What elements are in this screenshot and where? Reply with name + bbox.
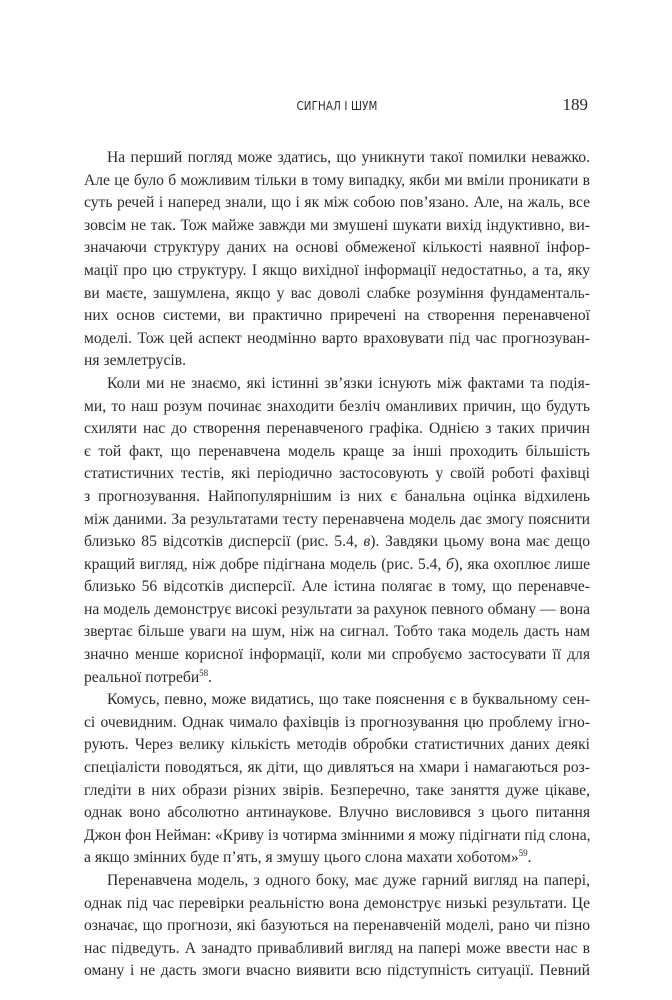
text-line: однак воно абсолютно антинаукове. Влучно висловився з цього питання: [84, 804, 590, 822]
figure-panel-label: б: [445, 555, 454, 573]
text-line: Перенавчена модель, з одного боку, має дуже гарний вигляд на папері,: [107, 872, 590, 889]
text-line: мації про цю структуру. І якщо вихідної інформації недостатньо, а та, яку: [84, 261, 590, 279]
text-line: значаючи структуру даних на основі обмеженої кількості наявної інфор-: [84, 239, 590, 257]
text-line: схиляти нас до створення перенавченого графіка. Однією з таких причин: [84, 420, 590, 438]
body-text: [84, 147, 590, 983]
text-line: зовсім не так. Тож майже завжди ми змушені шукати вихід індуктивно, ви-: [84, 216, 590, 234]
text-line: ня землетрусів.: [84, 352, 186, 370]
text-line: однак під час перевірки реальністю вона демонструє низькі результати. Це: [84, 894, 590, 912]
text-line: суть речей і наперед знали, що і як між собою пов’язано. Але, на жаль, все: [84, 194, 590, 212]
text-line: близько 56 відсотків дисперсії. Але істина полягає в тому, що перенавче-: [84, 578, 590, 596]
text-line: кращий вигляд, ніж добре підігнана модель (рис. 5.4, б), яка охоплює лише: [84, 555, 590, 573]
text-line: них основ системи, ви практично приречені на створення перенавченої: [84, 307, 590, 325]
page-number: 189: [562, 95, 588, 114]
text-line: ми, то наш розум починає знаходити безліч оманливих причин, що будуть: [84, 397, 590, 415]
text-line: На перший погляд може здатись, що уникнути такої помилки неважко.: [107, 149, 590, 166]
text-line: моделі. Тож цей аспект неодмінно варто враховувати під час прогнозуван-: [84, 329, 590, 347]
text-line: гледіти в них образи різних звірів. Безперечно, таке заняття дуже цікаве,: [84, 781, 590, 799]
text-line: звертає більше уваги на шум, ніж на сигнал. Тобто така модель дасть нам: [84, 623, 590, 641]
text-line: реальної потреби$^{58}$.: [84, 667, 213, 686]
footnote-ref[interactable]: 59: [518, 848, 528, 859]
paragraph: [84, 373, 590, 689]
running-head: [84, 96, 590, 118]
text-line: на модель демонструє високі результати за рахунок певного обману — вона: [84, 600, 590, 618]
text-line: є той факт, що перенавчена модель краще за інші проходить більшість: [84, 442, 590, 460]
text-line: Коли ми не знаємо, які істинні зв’язки існують між фактами та подія-: [107, 374, 590, 392]
text-line: близько 85 відсотків дисперсії (рис. 5.4, в). Завдяки цьому вона має дещо: [84, 533, 590, 551]
figure-panel-label: в: [363, 533, 371, 551]
text-line: нас підведуть. А занадто привабливий вигляд на папері може ввести нас в: [84, 939, 590, 957]
text-line: оману і не дасть змоги вчасно виявити всю підступність ситуації. Певний: [84, 962, 590, 980]
text-line: а якщо змінних буде п’ять, я змушу цього слона махати хоботом»$^{59}$.: [84, 848, 532, 867]
text-line: Але це було б можливим тільки в тому випадку, якби ми вміли проникати в: [84, 171, 590, 189]
text-line: Джон фон Нейман: «Криву із чотирма змінними я можу підігнати під слона,: [84, 826, 591, 844]
text-line: спеціалісти поводяться, як діти, що дивляться на хмари і намагаються роз-: [84, 759, 590, 777]
paragraph: [84, 147, 590, 373]
text-line: сі очевидним. Однак чимало фахівців із прогнозування цю проблему ігно-: [84, 713, 590, 731]
text-line: рують. Через велику кількість методів обробки статистичних даних деякі: [84, 736, 590, 754]
text-line: між даними. За результатами тесту перенавчена модель дає змогу пояснити: [84, 510, 590, 528]
paragraph: [84, 870, 590, 983]
text-line: означає, що прогнози, які базуються на перенавченій моделі, рано чи пізно: [84, 917, 590, 935]
footnote-ref[interactable]: 58: [199, 667, 209, 678]
text-line: значно менше корисної інформації, коли ми спробуємо застосувати її для: [84, 646, 590, 664]
text-line: ви маєте, зашумлена, якщо у вас доволі слабке розуміння фундаменталь-: [84, 284, 590, 302]
text-line: статистичних тестів, які періодично застосовують у своїй роботі фахівці: [84, 465, 590, 483]
paragraph: [84, 689, 590, 870]
text-line: з прогнозування. Найпопулярнішим із них є банальна оцінка відхилень: [84, 487, 590, 505]
running-title: СИГНАЛ І ШУМ: [296, 98, 378, 113]
text-line: Комусь, певно, може видатись, що таке пояснення є в буквальному сен-: [107, 691, 590, 709]
